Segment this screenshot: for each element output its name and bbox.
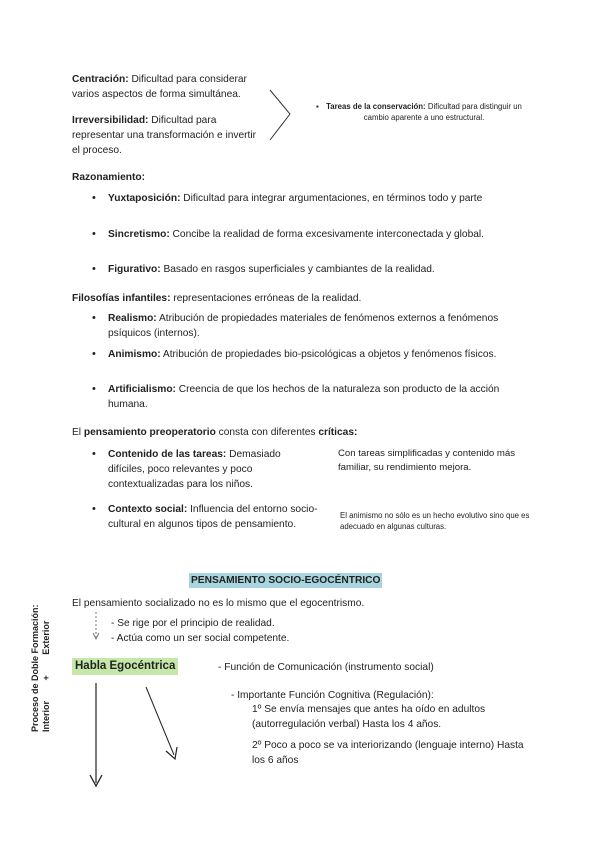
exterior-label: Exterior: [41, 620, 51, 655]
preoperatorio-term2: críticas:: [318, 427, 358, 438]
critica-note: Con tareas simplificadas y contenido más familiar, su rendimiento mejora.: [338, 448, 516, 473]
list-item: [108, 382, 518, 412]
irreversibilidad-paragraph: [72, 113, 262, 158]
funcion-cognitiva: - Importante Función Cognitiva (Regulación):: [231, 690, 434, 701]
list-item-text: Concibe la realidad de forma excesivamente interconectada y global.: [169, 229, 485, 240]
socio-point: - Actúa como un ser social competente.: [111, 633, 290, 644]
list-item: [108, 311, 508, 341]
razonamiento-heading: Razonamiento:: [72, 172, 146, 183]
doble-formacion-title: Proceso de Doble Formación:: [30, 604, 40, 732]
conservacion-term: Tareas de la conservación:: [326, 102, 426, 111]
list-item: [108, 502, 318, 532]
grouping-chevron: [268, 88, 298, 148]
list-item-term: Yuxtaposición:: [108, 193, 181, 204]
plus-label: +: [41, 675, 51, 681]
filosofias-term: Filosofías infantiles:: [72, 293, 171, 304]
list-item-term: Animismo:: [108, 349, 161, 360]
step-one: 1º Se envía mensajes que antes ha oído en adultos (autorregulación verbal) Hasta los 4 años.: [252, 704, 486, 730]
list-item-term: Sincretismo:: [108, 229, 170, 240]
list-item-text: Atribución de propiedades bio-psicológicas a objetos y fenómenos físicos.: [160, 349, 497, 360]
list-item-text: Demasiado difíciles, poco relevantes y poco contextualizadas para los niños.: [108, 449, 281, 490]
irreversibilidad-text: Dificultad para representar una transformación e invertir el proceso.: [72, 115, 257, 156]
list-item: [108, 447, 308, 492]
long-down-arrow: [88, 683, 104, 793]
list-item: [108, 191, 508, 206]
centracion-term: Centración:: [72, 74, 129, 85]
list-item-text: Creencia de que los hechos de la naturaleza son producto de la acción humana.: [108, 384, 500, 410]
step-two: 2º Poco a poco se va interiorizando (lenguaje interno) Hasta los 6 años: [252, 740, 524, 766]
list-item-term: Figurativo:: [108, 264, 161, 275]
centracion-text: Dificultad para considerar varios aspectos de forma simultánea.: [72, 74, 247, 100]
diagonal-arrow: [140, 685, 180, 765]
irreversibilidad-term: Irreversibilidad:: [72, 115, 149, 126]
preoperatorio-mid: consta con diferentes: [215, 427, 319, 438]
list-item-term: Contenido de las tareas:: [108, 449, 227, 460]
list-item-text: Dificultad para integrar argumentaciones, en términos todo y parte: [180, 193, 483, 204]
list-item: [108, 347, 508, 362]
critica-note: El animismo no sólo es un hecho evolutivo sino que es adecuado en algunas culturas.: [340, 511, 530, 531]
list-item: [108, 262, 528, 277]
preoperatorio-heading: [72, 425, 532, 440]
down-arrow-short: [92, 612, 102, 642]
socio-point: - Se rige por el principio de realidad.: [111, 618, 275, 629]
filosofias-text: representaciones erróneas de la realidad.: [170, 293, 362, 304]
conservacion-note: ▪ Tareas de la conservación: Dificultad para distinguir un cambio aparente a uno estructural.: [316, 102, 522, 122]
conservacion-text: Dificultad para distinguir un cambio aparente a uno estructural.: [363, 102, 522, 122]
doble-formacion-parts: [41, 622, 52, 732]
preoperatorio-term: pensamiento preoperatorio: [83, 427, 216, 438]
list-item-term: Artificialismo:: [108, 384, 176, 395]
list-item-text: Influencia del entorno socio-cultural en algunos tipos de pensamiento.: [108, 504, 318, 530]
preoperatorio-pre: El: [72, 427, 84, 438]
list-item-term: Realismo:: [108, 313, 157, 324]
centracion-paragraph: [72, 72, 272, 102]
list-item-text: Basado en rasgos superficiales y cambiantes de la realidad.: [160, 264, 435, 275]
list-item: [108, 227, 508, 242]
list-item-text: Atribución de propiedades materiales de fenómenos externos a fenómenos psíquicos (internos).: [108, 313, 499, 339]
doble-formacion-label: [30, 604, 70, 732]
section-title: PENSAMIENTO SOCIO-EGOCÉNTRICO: [191, 575, 381, 586]
funcion-comunicacion: - Función de Comunicación (instrumento social): [218, 662, 434, 673]
socio-intro: El pensamiento socializado no es lo mismo que el egocentrismo.: [72, 598, 365, 609]
habla-egocentrica: Habla Egocéntrica: [72, 658, 178, 675]
filosofias-heading: [72, 291, 532, 306]
list-item-term: Contexto social:: [108, 504, 188, 515]
interior-label: Interior: [41, 700, 51, 732]
